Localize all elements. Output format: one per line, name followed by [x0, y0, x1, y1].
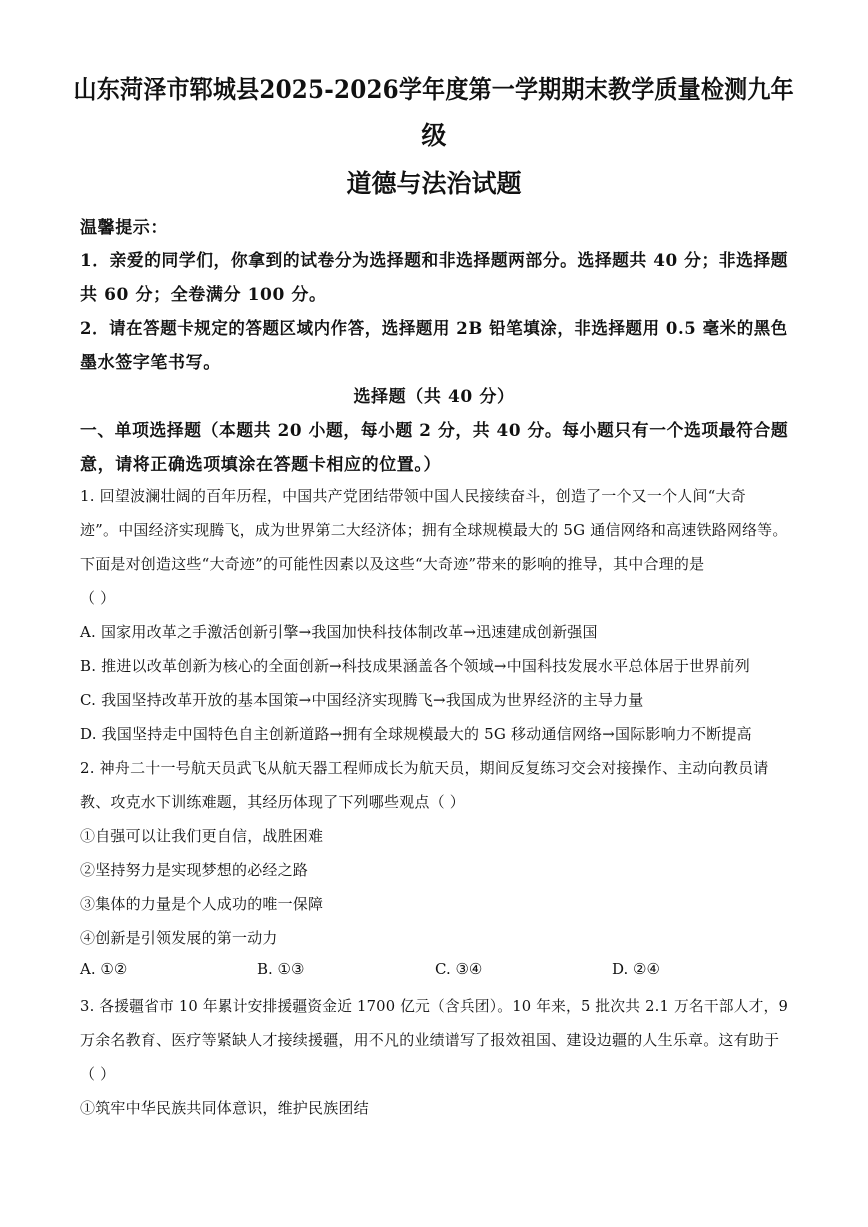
q2-option-c: C. ③④ [435, 960, 483, 978]
q3-answer-blank: （ ） [80, 1065, 116, 1083]
q2-option-d: D. ②④ [612, 960, 660, 978]
section-instruction-line-1: 一、单项选择题（本题共 20 小题，每小题 2 分，共 40 分。每小题只有一个选项最符合题 [80, 421, 789, 441]
tip-2-line-1: 2．请在答题卡规定的答题区域内作答，选择题用 2B 铅笔填涂，非选择题用 0.5 毫米的黑色 [80, 319, 788, 339]
q1-stem-line-2: 迹”。中国经济实现腾飞，成为世界第二大经济体；拥有全球规模最大的 5G 通信网络和高速铁路网络等。 [80, 521, 788, 539]
tip-1-line-1: 1．亲爱的同学们，你拿到的试卷分为选择题和非选择题两部分。选择题共 40 分；非选择题 [80, 251, 789, 271]
q3-stem-line-1: 3. 各援疆省市 10 年累计安排援疆资金近 1700 亿元（含兵团）。10 年来，5 批次共 2.1 万名干部人才，9 [80, 997, 789, 1015]
q2-stem-line-1: 2. 神舟二十一号航天员武飞从航天器工程师成长为航天员，期间反复练习交会对接操作、主动向教员请 [80, 759, 769, 777]
tips-heading: 温馨提示： [80, 218, 168, 238]
q3-stem-line-2: 万余名教育、医疗等紧缺人才接续援疆，用不凡的业绩谱写了报效祖国、建设边疆的人生乐章。这有助于 [80, 1031, 780, 1049]
q3-statement-1: ①筑牢中华民族共同体意识，维护民族团结 [80, 1099, 369, 1117]
q2-statement-3: ③集体的力量是个人成功的唯一保障 [80, 895, 324, 913]
q1-option-a: A. 国家用改革之手激活创新引擎→我国加快科技体制改革→迅速建成创新强国 [80, 623, 598, 641]
q2-statement-2: ②坚持努力是实现梦想的必经之路 [80, 861, 309, 879]
q2-statement-4: ④创新是引领发展的第一动力 [80, 929, 278, 947]
q1-option-d: D. 我国坚持走中国特色自主创新道路→拥有全球规模最大的 5G 移动通信网络→国际影响力不断提高 [80, 725, 752, 743]
q2-statement-1: ①自强可以让我们更自信，战胜困难 [80, 827, 324, 845]
section-title: 选择题（共 40 分） [353, 387, 515, 407]
exam-title-continued: 级 [421, 121, 447, 150]
q1-answer-blank: （ ） [80, 589, 116, 607]
q1-stem-line-1: 1. 回望波澜壮阔的百年历程，中国共产党团结带领中国人民接续奋斗，创造了一个又一个人间“大奇 [80, 487, 746, 505]
exam-title: 山东菏泽市郓城县2025-2026学年度第一学期期末教学质量检测九年 [73, 75, 795, 104]
tip-2-line-2: 墨水签字笔书写。 [80, 353, 221, 373]
subject-title: 道德与法治试题 [346, 169, 522, 198]
q1-option-b: B. 推进以改革创新为核心的全面创新→科技成果涵盖各个领域→中国科技发展水平总体居于世界前列 [80, 657, 750, 675]
q1-option-c: C. 我国坚持改革开放的基本国策→中国经济实现腾飞→我国成为世界经济的主导力量 [80, 691, 644, 709]
q2-option-a: A. ①② [80, 960, 128, 978]
q1-stem-line-3: 下面是对创造这些“大奇迹”的可能性因素以及这些“大奇迹”带来的影响的推导，其中合理的是 [80, 555, 705, 573]
q2-option-b: B. ①③ [257, 960, 305, 978]
section-instruction-line-2: 意，请将正确选项填涂在答题卡相应的位置。） [80, 455, 442, 475]
tip-1-line-2: 共 60 分；全卷满分 100 分。 [80, 285, 327, 305]
q2-stem-line-2: 教、攻克水下训练难题，其经历体现了下列哪些观点（ ） [80, 793, 465, 811]
